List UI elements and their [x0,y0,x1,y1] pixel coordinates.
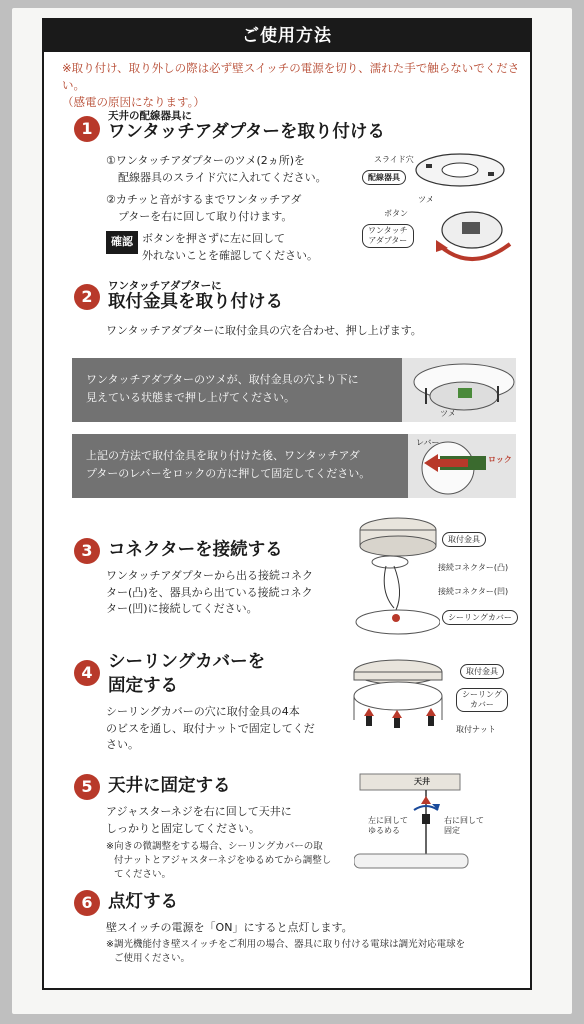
step-2-box-1-text [86,371,376,407]
label-cover-3: シーリングカバー [442,610,518,625]
step-4-title-2: 固定する [108,676,178,696]
step-5-number: 5 [74,774,100,800]
step-3-illustration [350,512,440,648]
label-adapter [362,224,414,248]
step-2-title: 取付金具を取り付ける [108,292,283,312]
box-1-illustration [402,358,516,422]
label-ceiling: 天井 [414,777,430,786]
step-2-number: 2 [74,284,100,310]
label-wiring-device: 配線器具 [362,170,406,185]
label-fix-2: 固定 [444,826,460,835]
step-1-confirm [106,231,356,264]
step-1-item-1b: 配線器具のスライド穴に入れてください。 [118,170,327,184]
step-4-body [106,704,356,754]
step-5-note-2: 付ナットとアジャスターネジをゆるめてから調整し [114,855,332,866]
step-5-body [106,804,356,837]
label-fix [444,816,484,836]
box-1-claw-label: ツメ [440,409,456,418]
step-4-number: 4 [74,660,100,686]
label-loosen-2: ゆるめる [368,826,400,835]
box-1-line-1: ワンタッチアダプターのツメが、取付金具の穴より下に [86,373,359,386]
safety-warning [62,60,532,111]
step-4-line-3: さい。 [106,738,139,751]
step-2-box-2-text [86,447,376,483]
label-button: ボタン [384,209,408,218]
label-cover-4-2: カバー [469,700,494,709]
step-1-item-2b: プターを右に回して取り付けます。 [118,209,293,223]
label-slide-hole: スライド穴 [374,155,414,164]
confirm-text-1: ボタンを押さずに左に回して [142,232,285,245]
label-fix-1: 右に回して [444,816,484,825]
step-2-body: ワンタッチアダプターに取付金具の穴を合わせ、押し上げます。 [106,324,422,337]
label-nut: 取付ナット [456,725,496,734]
step-4-line-2: のビスを通し、取付ナットで固定してくだ [106,721,315,735]
step-4-illustration [350,656,446,746]
label-bracket-3: 取付金具 [442,532,486,547]
instructions-box [42,18,532,990]
step-6-number: 6 [74,890,100,916]
box-2-line-2: プターのレバーをロックの方に押して固定してください。 [86,467,371,480]
step-4-title-1: シーリングカバーを [108,652,266,672]
step-5-line-2: しっかりと固定してください。 [106,821,260,835]
step-1-item-2a: ②カチッと音がするまでワンタッチアダ [106,193,302,206]
label-connector-male: 接続コネクター(凸) [438,563,509,572]
label-connector-female: 接続コネクター(凹) [438,587,509,596]
step-5-note-1: ※向きの微調整をする場合、シーリングカバーの取 [106,841,323,852]
label-cover-4-1: シーリング [462,690,502,699]
step-1-title: ワンタッチアダプターを取り付ける [108,122,385,142]
step-3-line-3: ター(凹)に接続してください。 [106,602,258,615]
label-adapter-2: アダプター [368,236,408,245]
box-2-lock-label: ロック [488,455,512,464]
step-5-note-3: てください。 [114,869,172,880]
label-loosen [368,816,408,836]
label-cover-4 [456,688,508,712]
confirm-badge: 確認 [106,231,138,254]
step-6-note-1: ※調光機能付き壁スイッチをご利用の場合、器具に取り付ける電球は調光対応電球を [106,939,466,950]
step-1-number: 1 [74,116,100,142]
step-5-line-1: アジャスターネジを右に回して天井に [106,805,292,818]
box-2-lever-label: レバー [416,438,440,447]
step-5-note [106,840,356,882]
step-4-title [108,650,265,698]
label-claw: ツメ [418,195,434,204]
step-6-note-2: ご使用ください。 [114,953,191,964]
step-3-line-1: ワンタッチアダプターから出る接続コネク [106,569,314,582]
step-1-pre: 天井の配線器具に [108,110,192,122]
step-5-title: 天井に固定する [108,776,231,796]
page-title: ご使用方法 [44,20,530,52]
step-6-body: 壁スイッチの電源を「ON」にすると点灯します。 [106,921,353,934]
step-3-line-2: ター(凸)を、器具から出ている接続コネク [106,585,313,599]
step-1-body [106,153,346,225]
step-3-number: 3 [74,538,100,564]
warning-line-2: （感電の原因になります。） [62,95,205,109]
step-6-title: 点灯する [108,892,178,912]
step-2-box-2 [72,434,516,498]
step-6-note [106,938,526,966]
step-2-pre: ワンタッチアダプターに [108,280,222,292]
step-1-item-1a: ①ワンタッチアダプターのツメ(2ヵ所)を [106,154,306,167]
label-loosen-1: 左に回して [368,816,408,825]
step-2-box-1 [72,358,516,422]
box-1-line-2: 見えている状態まで押し上げてください。 [86,391,295,404]
step-3-title: コネクターを接続する [108,540,283,560]
label-bracket-4: 取付金具 [460,664,504,679]
step-3-body [106,568,356,618]
confirm-text-2: 外れないことを確認してください。 [142,248,318,262]
warning-line-1: ※取り付け、取り外しの際は必ず壁スイッチの電源を切り、濡れた手で触らないでください。 [62,61,520,92]
label-adapter-1: ワンタッチ [368,226,408,235]
box-2-line-1: 上記の方法で取付金具を取り付けた後、ワンタッチアダ [86,449,360,462]
step-4-line-1: シーリングカバーの穴に取付金具の4本 [106,705,300,718]
